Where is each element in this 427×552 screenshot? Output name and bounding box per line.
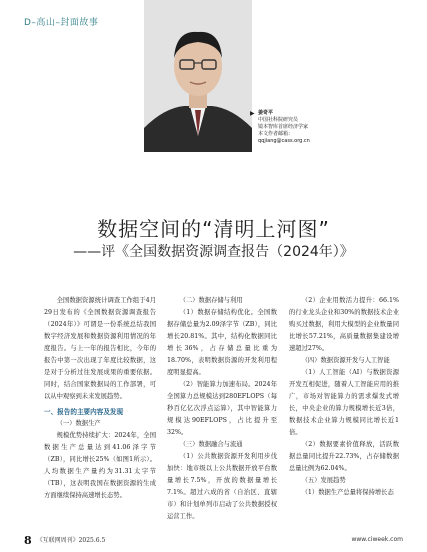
paragraph-compute: （2）智能算力加速布局。2024年全国算力总规模达到280EFLOPS（每秒百亿亿次浮点运算），其中智能算力规模达90EFLOPS，占比提升至32%。 [167, 381, 277, 436]
paragraph-enterprise: （2）企业用数活力提升：66.1%的行业龙头企业和30%的数据技术企业购买过数据，利用大模型的企业数量同比增长57.21%，高质量数据集建设增速超过27%。 [289, 297, 399, 352]
article-subtitle: ——评《全国数据资源调查报告（2024年）》 [73, 244, 354, 260]
author-affiliation: 中国社科院研究员 [258, 117, 299, 123]
page-number: 8 [24, 534, 32, 547]
footer-left [24, 534, 105, 547]
author-portrait-image [144, 0, 252, 152]
footer-site: www.ciweek.com [351, 536, 403, 543]
author-role: 镜本智库首席经济学家 [258, 124, 309, 130]
author-photo [144, 0, 252, 152]
column-1 [44, 295, 156, 502]
section-label: D–高山–封面故事 [24, 18, 99, 28]
author-info [258, 110, 310, 145]
article-title: 数据空间的“清明上河图” [97, 217, 330, 241]
paragraph-trends: （1）数据生产总量将保持增长态 [301, 489, 394, 496]
author-email-label: 本文作者邮箱： [258, 131, 294, 137]
subheading-ai: （四）数据资源开发与人工智能 [301, 357, 390, 364]
subheading-data-production: （一）数据生产 [56, 420, 101, 427]
author-name: 姜奇平 [258, 110, 274, 116]
subheading-fusion: （三）数据融合与流通 [179, 441, 243, 448]
subheading-storage: （二）数据存储与利用 [179, 297, 243, 304]
section-heading-findings: 一、报告的主要内容及发现 [44, 408, 124, 416]
author-arrow-icon: ▶ [250, 110, 255, 117]
subheading-trends: （五）发展趋势 [301, 477, 346, 484]
paragraph-value: （2）数据要素价值释放，活跃数据总量同比提升22.73%，占存储数据总量比例为62.04%。 [289, 441, 399, 472]
author-email: qqjiang@cass.org.cn [258, 138, 310, 144]
paragraph-storage: （1）数据存储结构优化。全国数据存储总量为2.09泽字节（ZB），同比增长20.81%。其中，结构化数据同比增长36%，占存储总量比重为18.70%，表明数据资源的开发利用程度明显提高。 [167, 309, 277, 376]
column-3 [289, 295, 399, 499]
paragraph-public-data: （1）公共数据资源开发利用步伐加快：地市级以上公共数据开放平台数量增长7.5%，开放的数据量增长7.1%。超过六成的省（自治区、直辖市）和计划单列市启动了公共数据授权运营工作。 [167, 453, 277, 520]
intro-paragraph: 全国数据资源统计调查工作组于4月29日发布的《全国数据资源调查报告（2024年）》可谓是一份系统总结我国数字经济发展和数据资源利用情况的年度报告。与上一年的报告相比，今年的报告中第一次出现了年度比较数据，这是对于分析过往发展成果的重要依据。同时，结合国家数据局的工作部署，可以从中观察到未来发展趋势。 [44, 297, 156, 400]
paragraph-data-production: 规模优势持续扩大：2024年，全国数据生产总量达到41.06泽字节（ZB），同比增长25%（如图1所示）。人均数据生产量约为31.31太字节（TB），这表明我国在数据资源的生成方面继续保持高速增长态势。 [44, 432, 156, 499]
magazine-issue: 《互联网周刊》2025.6.5 [36, 537, 106, 544]
column-2 [167, 295, 277, 523]
paragraph-ai: （1）人工智能（AI）与数据资源开发互相促进，随着人工智能应用的推广，市场对智能算力的需求爆发式增长，中央企业的算力规模增长近3倍，数据技术企业算力规模同比增长近1倍。 [289, 369, 399, 436]
